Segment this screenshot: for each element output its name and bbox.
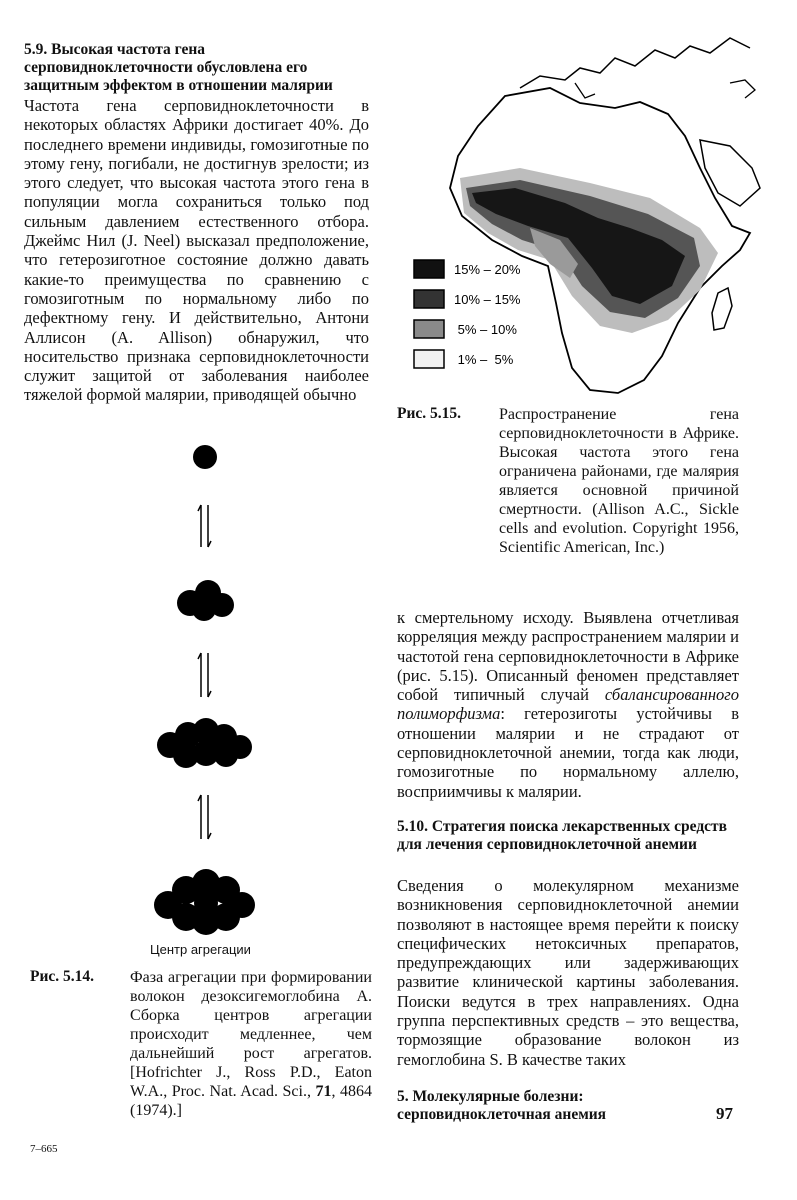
page-number: 97 — [716, 1104, 733, 1123]
section-5-9-continuation — [397, 608, 739, 801]
figure-5-15-caption: Распространение гена серповидноклеточности в Африке. Высокая частота этого гена ограничена районами, где малярия является основной причиной смертности. (Allison A.C., Sickle cells and evolution. Copyright 1956, Scientific American, Inc.) — [499, 406, 739, 556]
aggregation-center-label: Центр агрегации — [150, 942, 251, 957]
hexamer-cluster — [157, 718, 252, 768]
figure-5-14-caption-end: , 4864 (1974).] — [130, 1083, 373, 1119]
figure-5-15-label: Рис. 5.15. — [397, 405, 462, 422]
trimer-cluster — [177, 580, 234, 621]
legend-label-10-15: 10% – 15% — [454, 292, 521, 307]
aggregation-center-cluster — [154, 869, 255, 935]
continuation-text-end: : гетерозиготы устойчивы в отношении малярии и не страдают от серповидноклеточной анемии, тогда как люди, гомозиготные по нормальному аллелю, восприимчивы к малярии. — [397, 704, 739, 801]
section-heading-5-10: 5.10. Стратегия поиска лекарственных средств для лечения серповидноклеточной анемии — [397, 818, 728, 853]
madagascar-outline — [712, 288, 732, 330]
legend-swatch-10-15 — [414, 290, 444, 308]
italy-outline — [575, 83, 595, 98]
figure-5-14-caption-volume: 71 — [315, 1083, 332, 1100]
monomer-circle — [193, 445, 217, 469]
legend-swatch-5-10 — [414, 320, 444, 338]
legend-swatch-15-20 — [414, 260, 444, 278]
equilibrium-arrows-3 — [198, 795, 211, 839]
figure-5-14-label: Рис. 5.14. — [30, 968, 95, 985]
running-footer-chapter-line1: 5. Молекулярные болезни: — [397, 1088, 584, 1105]
section-heading-5-9: 5.9. Высокая частота гена серповидноклеточности обусловлена его защитным эффектом в отношении малярии — [24, 41, 333, 94]
legend-label-5-10: 5% – 10% — [454, 322, 517, 337]
turkey-outline — [730, 80, 755, 98]
continuation-italic-term: сбалансированного полиморфизма — [397, 685, 739, 724]
map-legend — [414, 260, 521, 368]
figure-5-14-caption-start: Фаза агрегации при формировании волокон дезоксигемоглобина А. Сборка центров агрегации происходит медленнее, чем дальнейший рост агрегатов. [Hofrichter J., Ross P.D., Eaton W.A., Proc. Nat. Acad. Sci., — [130, 969, 372, 1100]
section-5-10-paragraph: Сведения о молекулярном механизме возникновения серповидноклеточной анемии позволяют в настоящее время перейти к поиску специфических нетоксичных препаратов, предупреждающих или задерживающих развитие клинической картины заболевания. Поиски ведутся в трех направлениях. Одна группа перспективных средств – это вещества, тормозящие образование волокон из гемоглобина S. В качестве таких — [397, 876, 739, 1069]
section-5-9-paragraph: Частота гена серповидноклеточности в некоторых областях Африки достигает 40%. До последнего времени индивиды, гомозиготные по этому гену, погибали, не достигнув зрелости; из этого следует, что высокая частота этого гена в популяции могла сохраниться только под сильным давлением естественного отбора. Джеймс Нил (J. Neel) высказал предположение, что гетерозиготное состояние должно давать какие-то преимущества по сравнению с гомозиготным по нормальному либо по дефектному гену. И действительно, Антони Аллисон (A. Allison) обнаружил, что носительство признака серповидноклеточности служит защитой от заболевания наиболее тяжелой формой малярии, приводящей обычно — [24, 96, 369, 405]
print-signature-mark: 7–665 — [30, 1143, 58, 1155]
running-footer-chapter-line2: серповидноклеточная анемия — [397, 1106, 607, 1123]
legend-swatch-1-5 — [414, 350, 444, 368]
equilibrium-arrows-1 — [198, 505, 211, 547]
legend-label-15-20: 15% – 20% — [454, 262, 521, 277]
europe-coastline — [520, 38, 750, 88]
aggregation-diagram — [140, 435, 270, 945]
equilibrium-arrows-2 — [198, 653, 211, 697]
legend-label-1-5: 1% – 5% — [454, 352, 514, 367]
africa-map-figure — [400, 28, 772, 400]
figure-5-14-caption — [130, 968, 372, 1120]
continuation-text-start: к смертельному исходу. Выявлена отчетливая корреляция между распространением малярии и частотой гена серповидноклеточности в Африке (рис. 5.15). Описанный феномен представляет собой типичный случай — [397, 608, 739, 705]
